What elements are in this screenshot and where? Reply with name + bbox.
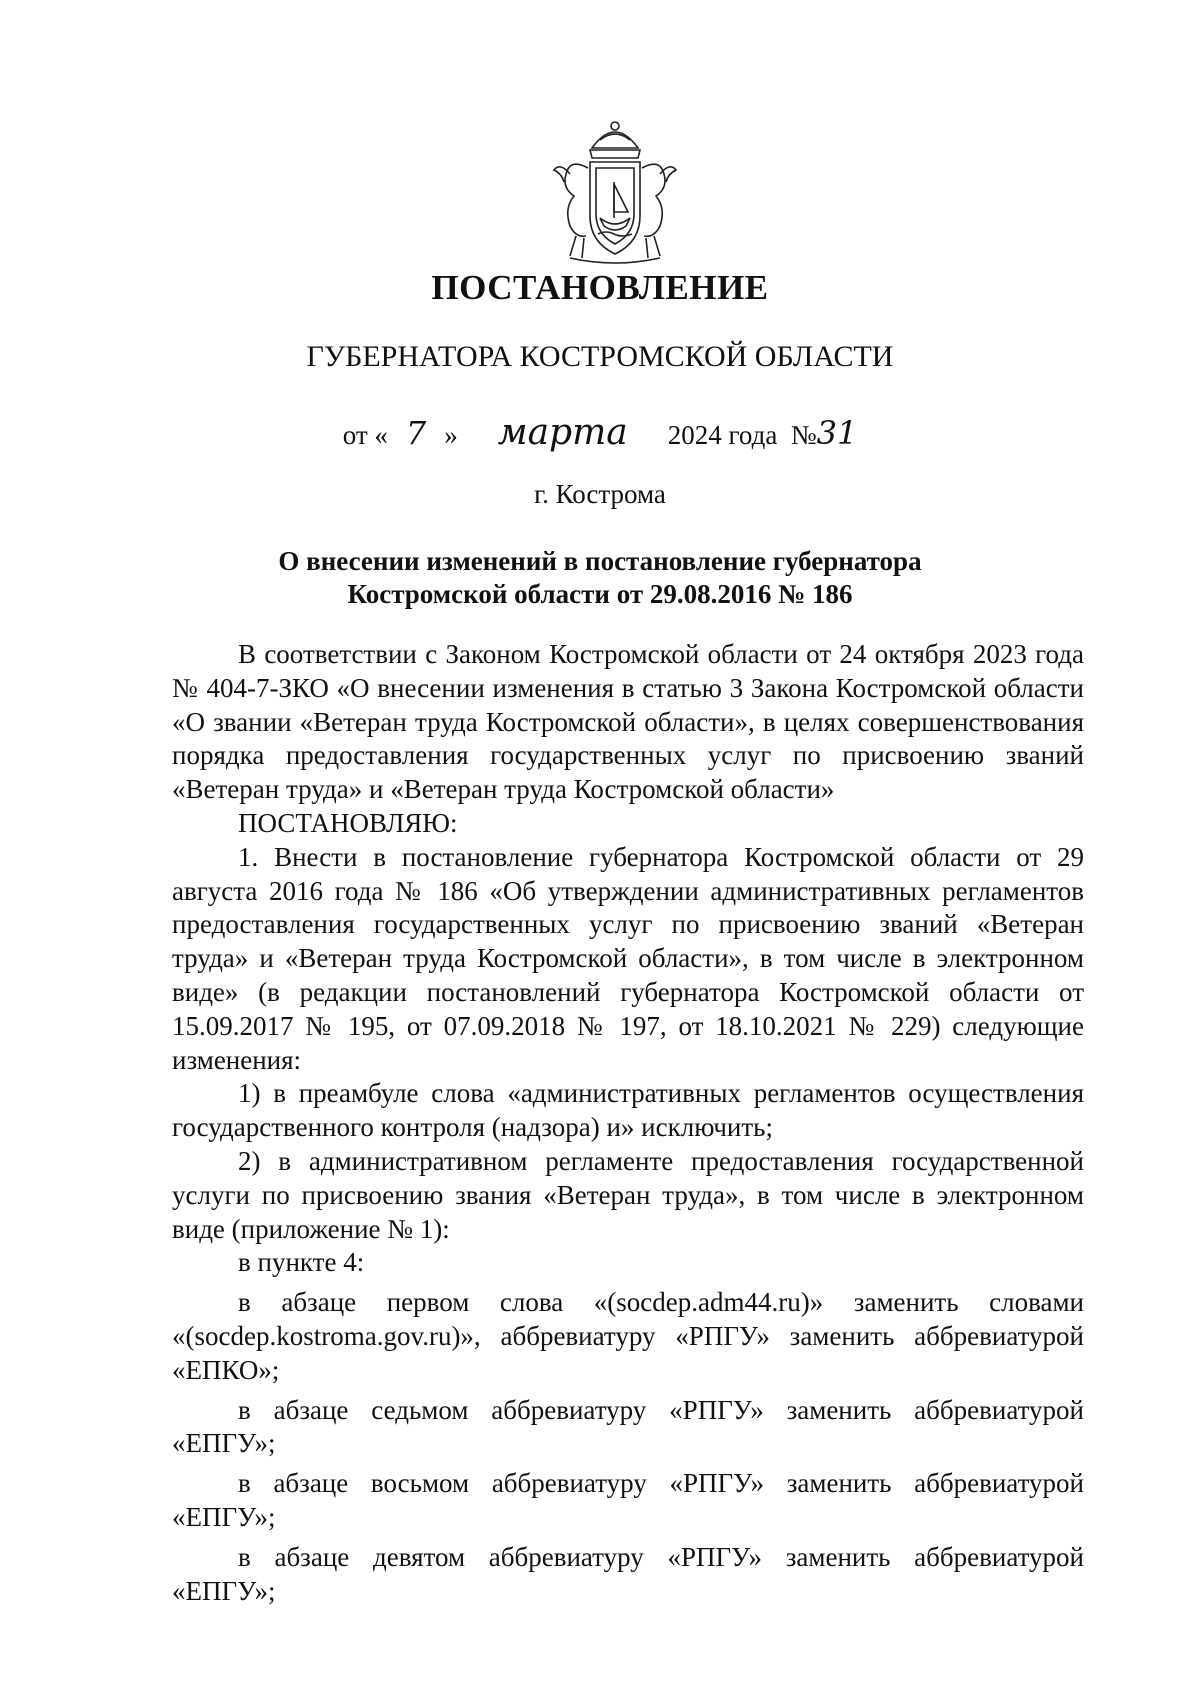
city-line: г. Кострома — [534, 479, 666, 509]
body-paragraph: 1) в преамбуле слова «административных регламентов осуществления государственного контроля (надзора) и» исключить; — [172, 1078, 1084, 1143]
date-number-line — [0, 412, 1200, 453]
date-month-handwritten: марта — [497, 412, 628, 453]
issuer-line: ГУБЕРНАТОРА КОСТРОМСКОЙ ОБЛАСТИ — [306, 340, 894, 373]
heading-line-2: Костромской области от 29.08.2016 № 186 — [347, 579, 853, 609]
date-year: 2024 года — [667, 420, 778, 450]
body-paragraph: В соответствии с Законом Костромской области от 24 октября 2023 года № 404-7-ЗКО «О внесении изменения в статью 3 Закона Костромской области «О звании «Ветеран труда Костромской области», в целях совершенствования порядка предоставления государственных услуг по присвоению званий «Ветеран труда» и «Ветеран труда Костромской области» — [172, 639, 1084, 805]
body-paragraph: 1. Внести в постановление губернатора Костромской области от 29 августа 2016 года № 186 «Об утверждении административных регламентов предоставления государственных услуг по присвоению званий «Ветеран труда» и «Ветеран труда Костромской области», в том числе в электронном виде» (в редакции постановлений губернатора Костромской области от 15.09.2017 № 195, от 07.09.2018 № 197, от 18.10.2021 № 229) следующие изменения: — [172, 841, 1084, 1075]
body-paragraph: в абзаце первом слова «(socdep.adm44.ru)» заменить словами «(socdep.kostroma.gov.ru)», аббревиатуру «РПГУ» заменить аббревиатурой «ЕПКО»; — [172, 1287, 1084, 1385]
heading-line-1: О внесении изменений в постановление губернатора — [278, 546, 922, 576]
date-close-quote: » — [444, 420, 458, 450]
body-paragraph: в абзаце девятом аббревиатуру «РПГУ» заменить аббревиатурой «ЕПГУ»; — [172, 1541, 1084, 1606]
date-prefix: от « — [342, 420, 388, 450]
document-heading — [0, 545, 1200, 611]
number-label: № — [790, 420, 817, 450]
body-paragraph: в абзаце восьмом аббревиатуру «РПГУ» заменить аббревиатурой «ЕПГУ»; — [172, 1468, 1084, 1532]
body-paragraph: ПОСТАНОВЛЯЮ: — [238, 807, 458, 838]
body-paragraph: в абзаце седьмом аббревиатуру «РПГУ» заменить аббревиатурой «ЕПГУ»; — [172, 1394, 1084, 1459]
date-day-handwritten: 7 — [405, 414, 427, 452]
document-number-handwritten: 31 — [816, 414, 858, 452]
document-body — [172, 638, 1084, 1608]
body-paragraph: в пункте 4: — [238, 1247, 365, 1278]
document-title: ПОСТАНОВЛЕНИЕ — [431, 268, 769, 307]
coat-of-arms-emblem-icon — [540, 118, 690, 268]
body-paragraph: 2) в административном регламенте предоставления государственной услуги по присвоению звания «Ветеран труда», в том числе в электронном виде (приложение № 1): — [172, 1145, 1084, 1244]
